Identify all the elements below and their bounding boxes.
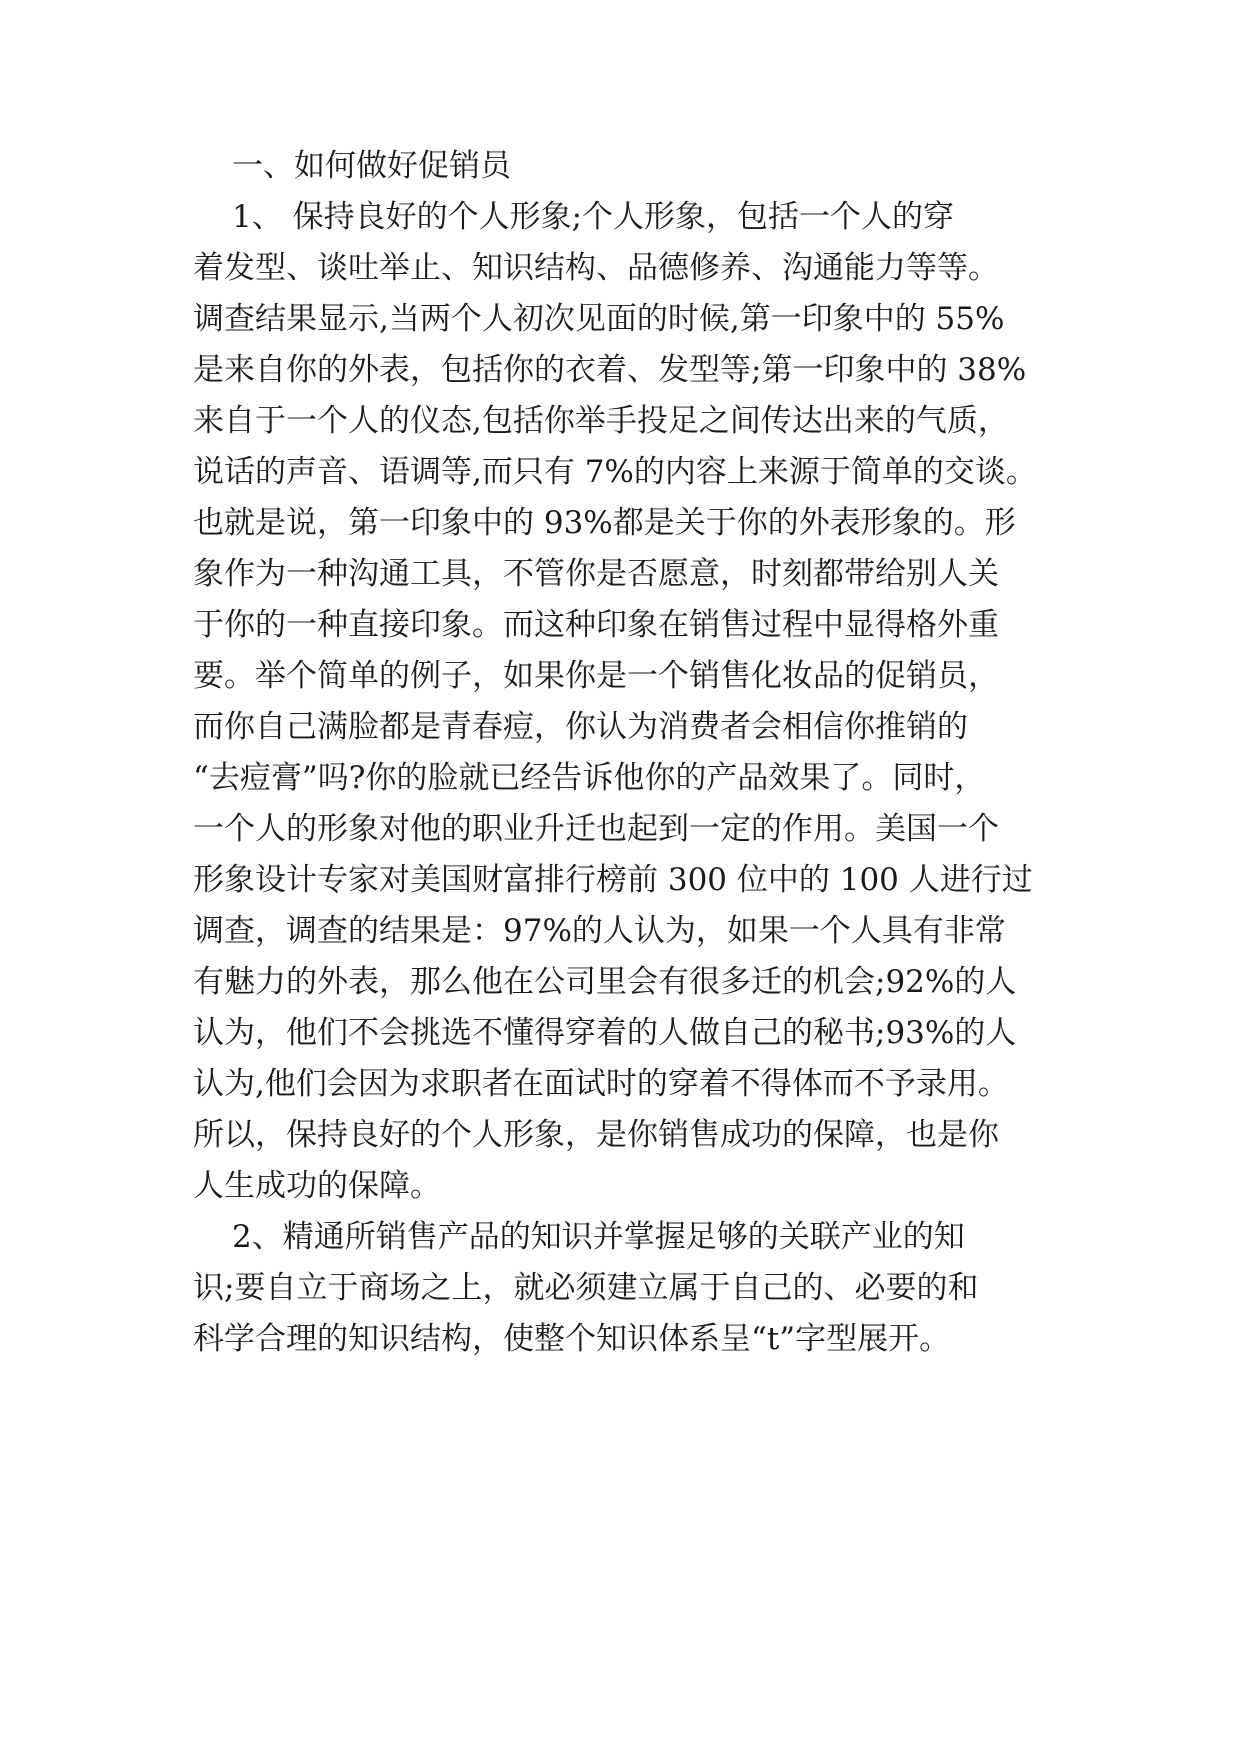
paragraph-line: 科学合理的知识结构，使整个知识体系呈“t”字型展开。 [193,1321,951,1357]
paragraph-line: “去痘膏”吗?你的脸就已经告诉他你的产品效果了。同时， [193,760,986,796]
paragraph-line: 一个人的形象对他的职业升迁也起到一定的作用。美国一个 [193,811,999,847]
paragraph-line: 要。举个简单的例子，如果你是一个销售化妆品的促销员， [193,658,999,694]
paragraph-line: 形象设计专家对美国财富排行榜前 300 位中的 100 人进行过 [193,862,1033,898]
paragraph-line: 是来自你的外表，包括你的衣着、发型等;第一印象中的 38% [193,352,1027,388]
paragraph-line: 说话的声音、语调等,而只有 7%的内容上来源于简单的交谈。 [193,454,1037,490]
paragraph-line: 认为,他们会因为求职者在面试时的穿着不得体而不予录用。 [193,1066,1009,1102]
paragraph-line: 认为，他们不会挑选不懂得穿着的人做自己的秘书;93%的人 [193,1015,1017,1051]
paragraph-line: 象作为一种沟通工具，不管你是否愿意，时刻都带给别人关 [193,556,999,592]
paragraph-line: 人生成功的保障。 [193,1168,441,1204]
paragraph-line: 2、精通所销售产品的知识并掌握足够的关联产业的知 [232,1219,965,1255]
paragraph-line: 调查，调查的结果是：97%的人认为，如果一个人具有非常 [193,913,1006,949]
paragraph-line: 来自于一个人的仪态,包括你举手投足之间传达出来的气质， [193,403,1009,439]
paragraph-line: 调查结果显示,当两个人初次见面的时候,第一印象中的 55% [193,301,1005,337]
section-heading: 一、如何做好促销员 [232,148,511,184]
paragraph-line: 也就是说，第一印象中的 93%都是关于你的外表形象的。形 [193,505,1016,541]
paragraph-line: 识;要自立于商场之上，就必须建立属于自己的、必要的和 [193,1270,979,1306]
paragraph-line: 而你自己满脸都是青春痘，你认为消费者会相信你推销的 [193,709,968,745]
paragraph-line: 于你的一种直接印象。而这种印象在销售过程中显得格外重 [193,607,999,643]
paragraph-line: 有魅力的外表，那么他在公司里会有很多迁的机会;92%的人 [193,964,1017,1000]
paragraph-line: 着发型、谈吐举止、知识结构、品德修养、沟通能力等等。 [193,250,999,286]
paragraph-line: 1、 保持良好的个人形象;个人形象，包括一个人的穿 [232,199,955,235]
paragraph-line: 所以，保持良好的个人形象，是你销售成功的保障，也是你 [193,1117,999,1153]
